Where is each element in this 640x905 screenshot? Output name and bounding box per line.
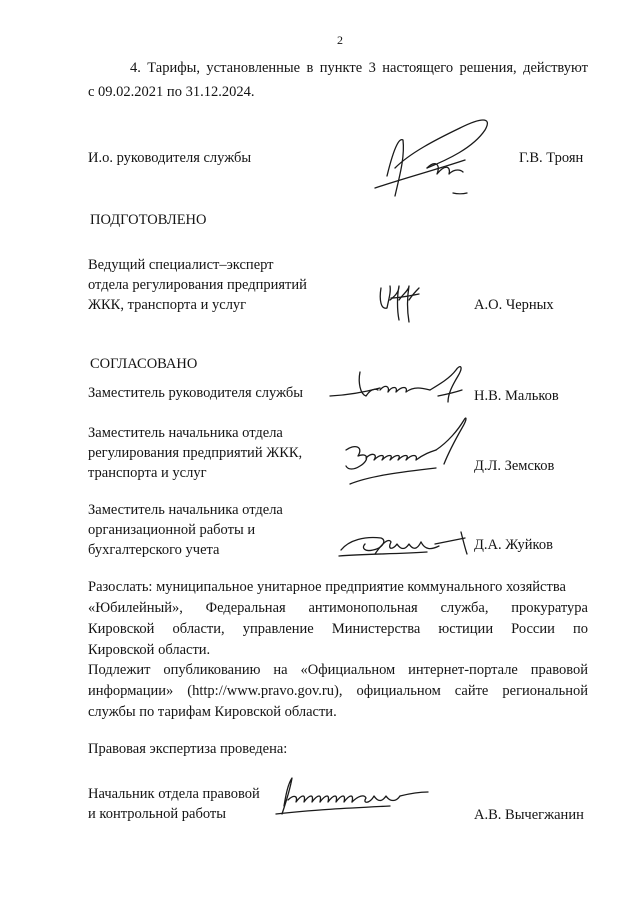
publication-line: Подлежит опубликованию на «Официальном интернет-портале правовой bbox=[88, 662, 588, 678]
deputy-chief-1-signature bbox=[340, 412, 475, 492]
deputy-head-name: Н.В. Мальков bbox=[474, 388, 559, 404]
deputy-chief-2-title-line: организационной работы и bbox=[88, 522, 256, 538]
prepared-signature bbox=[375, 280, 425, 326]
deputy-chief-2-signature bbox=[335, 520, 475, 565]
legal-review-text: Правовая экспертиза проведена: bbox=[88, 741, 288, 757]
prepared-title-line: Ведущий специалист–эксперт bbox=[88, 257, 274, 273]
deputy-head-signature bbox=[330, 360, 490, 412]
acting-head-signature bbox=[365, 98, 520, 210]
distribution-line: «Юбилейный», Федеральная антимонопольная служба, прокуратура bbox=[88, 600, 588, 616]
deputy-chief-2-title-line: бухгалтерского учета bbox=[88, 542, 220, 558]
deputy-chief-2-title-line: Заместитель начальника отдела bbox=[88, 502, 283, 518]
legal-head-title-line: и контрольной работы bbox=[88, 806, 226, 822]
clause-4-line-2: с 09.02.2021 по 31.12.2024. bbox=[88, 84, 255, 100]
clause-4-line-1: 4. Тарифы, установленные в пункте 3 настоящего решения, действуют bbox=[130, 60, 588, 76]
legal-head-signature bbox=[270, 770, 450, 825]
deputy-head-title: Заместитель руководителя службы bbox=[88, 385, 304, 401]
deputy-chief-1-name: Д.Л. Земсков bbox=[474, 458, 555, 474]
distribution-line: Кировской области. bbox=[88, 642, 211, 658]
deputy-chief-1-title-line: регулирования предприятий ЖКК, bbox=[88, 445, 303, 461]
legal-head-title-line: Начальник отдела правовой bbox=[88, 786, 260, 802]
page-number: 2 bbox=[337, 33, 343, 47]
deputy-chief-1-title-line: Заместитель начальника отдела bbox=[88, 425, 283, 441]
legal-head-name: А.В. Вычегжанин bbox=[474, 807, 584, 823]
distribution-line: Кировской области, управление Министерства юстиции России по bbox=[88, 621, 588, 637]
prepared-name: А.О. Черных bbox=[474, 297, 554, 313]
deputy-chief-2-name: Д.А. Жуйков bbox=[474, 537, 553, 553]
publication-paragraph bbox=[88, 660, 588, 723]
prepared-title bbox=[88, 255, 307, 315]
publication-line: службы по тарифам Кировской области. bbox=[88, 704, 337, 720]
publication-line: информации» (http://www.pravo.gov.ru), официальном сайте региональной bbox=[88, 683, 588, 699]
prepared-heading: ПОДГОТОВЛЕНО bbox=[90, 212, 207, 228]
legal-head-title bbox=[88, 784, 260, 824]
prepared-title-line: отдела регулирования предприятий bbox=[88, 277, 307, 293]
acting-head-title: И.о. руководителя службы bbox=[88, 150, 252, 166]
acting-head-name: Г.В. Троян bbox=[519, 150, 584, 166]
distribution-paragraph bbox=[88, 577, 588, 661]
prepared-title-line: ЖКК, транспорта и услуг bbox=[88, 297, 247, 313]
deputy-chief-1-title bbox=[88, 423, 302, 483]
deputy-chief-1-title-line: транспорта и услуг bbox=[88, 465, 207, 481]
distribution-line: Разослать: муниципальное унитарное предприятие коммунального хозяйства bbox=[88, 579, 566, 595]
deputy-chief-2-title bbox=[88, 500, 283, 560]
agreed-heading: СОГЛАСОВАНО bbox=[90, 356, 198, 372]
